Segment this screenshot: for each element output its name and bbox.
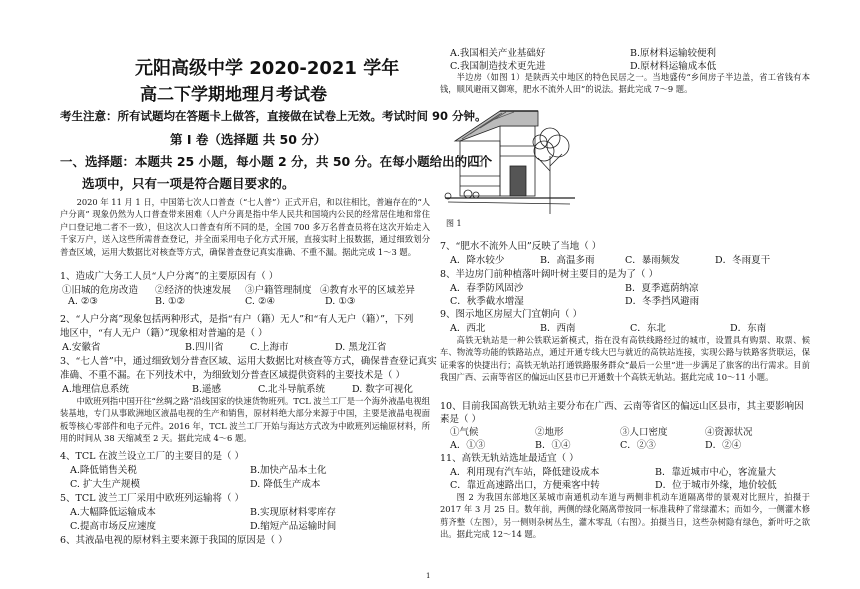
- q5-option-b: B.实现原材料零库存: [250, 507, 337, 518]
- q6-option-b: B.原材料运输较便利: [630, 48, 717, 59]
- question-2-line2: 地区中，“有人无户（籍）”现象相对普遍的是（ ）: [60, 328, 268, 339]
- q7-option-d: D．冬雨夏干: [715, 255, 771, 266]
- passage-census: 2020 年 11 月 1 日，中国第七次人口普查（“七人普”）正式开启，和以往相比，普遍存在的“人户分离” 现象仍然为人口普查带来困难（人户分离是指中华人民共和国境内公民的经常居住地和常住户口登记地二者不一致），但这次人口普查有所不同的是，全国 700 多万名普查员将在这次开始走入千家万户，送入这些所需普查登记，并全面采用电子化方式开展，直接实时上报数据，通过细致划分普查区域，运用大数据比对核查等方式，确保普查登记真实准确、不重不漏。据此完成 1～3 题。: [60, 197, 430, 257]
- q10-item-2: ②地形: [535, 427, 564, 438]
- passage-half-house: 半边房（如图 1）是陕西关中地区的特色民居之一。当地盛传“乡间房子半边盖，省工省钱有本钱，顺风避雨又御寒，肥水不流外人田”的说法。据此完成 7～9 题。: [440, 72, 810, 95]
- q11-option-c: C．靠近高速路出口，方便乘客中转: [450, 480, 600, 491]
- q10-item-4: ④资源状况: [705, 427, 753, 438]
- passage-tcl: 中欧班列指中国开往“丝绸之路”沿线国家的快速货物班列。TCL 波兰工厂是一个海外液晶电视组装基地，专门从事欧洲地区液晶电视的生产和销售，原材料绝大部分来源于中国，主要是液晶电视面板等核心零部件和电子元件。2016 年，TCL 波兰工厂开始与海达方式改为中欧班列运输原材料，所用的时间从 38 天缩减至 2 天。据此完成 4～6 题。: [60, 396, 430, 444]
- passage-green-belt: 图 2 为我国东部地区某城市南通机动车道与两侧非机动车道隔离带的景观对比照片，拍摄于 2017 年 3 月 25 日。数年前，两侧的绿化隔离带按同一标准栽种了常绿灌木；而如今，一侧灌木修剪齐整（左图），另一侧则杂树丛生，灌木零乱（右图）。拍摄当日，这些杂树隐有绿色，新叶吁之欲出。据此完成 12～14 题。: [440, 492, 810, 540]
- q1-option-a: A. ②③: [68, 296, 98, 307]
- question-2-line1: 2、“人户分离”现象包括两种形式，是指“有户（籍）无人”和“有人无户（籍）”，下列: [60, 314, 414, 325]
- question-5: 5、TCL 波兰工厂采用中欧班列运输将（ ）: [60, 493, 244, 504]
- instructions-line1: 一、选择题：本题共 25 小题，每小题 2 分，共 50 分。在每小题给出的四个: [60, 154, 493, 169]
- q1-option-c: C. ②④: [245, 296, 276, 307]
- q5-option-c: C.提高市场反应速度: [70, 521, 156, 532]
- question-11: 11、高铁无轨站选址最适宜（ ）: [440, 453, 579, 464]
- q7-option-a: A．降水较少: [450, 255, 505, 266]
- q3-option-b: B.遥感: [192, 384, 222, 395]
- passage-rail-station: 高铁无轨站是一种公铁联运新模式，指在没有高铁线路经过的城市，设置具有购票、取票、候车、物流等功能的铁路站点，通过开通专线大巴与就近的高铁站连接，实现公路与铁路客货联运，保证乘客的快捷出行；高铁无轨站打通铁路服务群众“最后一公里”进一步满足了旅客的出行需求。目前我国广西、云南等省区的偏远山区县市已开通数十个高铁无轨站。据此完成 10～11 小题。: [440, 335, 810, 383]
- q2-option-c: C.上海市: [250, 342, 289, 353]
- exam-title-line1: 元阳高级中学 2020-2021 学年: [135, 58, 400, 79]
- q10-option-d: D．②④: [705, 440, 742, 451]
- q9-option-a: A．西北: [450, 323, 486, 334]
- question-3-line2: 准确、不重不漏。在下列技术中，为细致划分普查区域提供资料的主要技术是（ ）: [60, 370, 406, 381]
- exam-notice: 考生注意：所有试题均在答题卡上做答，直接做在试卷上无效。考试时间 90 分钟。: [60, 109, 487, 123]
- question-9: 9、图示地区房屋大门宜朝向（ ）: [440, 309, 583, 320]
- half-house-illustration: [440, 96, 580, 216]
- q9-option-c: C．东北: [630, 323, 666, 334]
- q7-option-c: C．暴雨频发: [625, 255, 680, 266]
- question-4: 4、TCL 在波兰设立工厂的主要目的是（ ）: [60, 451, 244, 462]
- q10-item-3: ③人口密度: [620, 427, 668, 438]
- q4-option-b: B.加快产品本土化: [250, 465, 327, 476]
- exam-title-line2: 高二下学期地理月考试卷: [140, 85, 327, 105]
- q5-option-a: A.大幅降低运输成本: [70, 507, 156, 518]
- page-number: 1: [426, 572, 431, 580]
- question-3-line1: 3、“七人普”中，通过细致划分普查区域、运用大数据比对核查等方式，确保普查登记真实: [60, 356, 437, 367]
- q9-option-d: D．东南: [730, 323, 767, 334]
- question-1: 1、造成广大务工人员“人户分离”的主要原因有（ ）: [60, 271, 279, 282]
- q10-option-c: C．②③: [620, 440, 656, 451]
- q10-option-a: A．①③: [450, 440, 486, 451]
- q3-option-a: A.地理信息系统: [62, 384, 129, 395]
- q6-option-c: C.我国制造技术更先进: [450, 61, 546, 72]
- q9-option-b: B．西南: [540, 323, 576, 334]
- q1-item-2: ②经济的快速发展: [155, 285, 232, 296]
- q4-option-c: C. 扩大生产规模: [70, 479, 140, 490]
- q8-option-c: C．秋季截水增湿: [450, 296, 524, 307]
- q2-option-a: A.安徽省: [62, 342, 101, 353]
- q3-option-c: C.北斗导航系统: [258, 384, 325, 395]
- q10-item-1: ①气候: [450, 427, 479, 438]
- q8-option-b: B．夏季遮荫纳凉: [625, 283, 699, 294]
- q8-option-a: A．春季防风固沙: [450, 283, 524, 294]
- q4-option-d: D. 降低生产成本: [250, 479, 321, 490]
- instructions-line2: 选项中，只有一项是符合题目要求的。: [82, 176, 295, 191]
- q10-option-b: B．①④: [535, 440, 571, 451]
- question-8: 8、半边房门前种植落叶阔叶树主要目的是为了（ ）: [440, 269, 659, 280]
- part-heading: 第 I 卷（选择题 共 50 分）: [170, 132, 327, 147]
- q11-option-b: B．靠近城市中心，客流量大: [655, 467, 776, 478]
- q11-option-a: A．利用现有汽车站，降低建设成本: [450, 467, 600, 478]
- q8-option-d: D．冬季挡风避雨: [625, 296, 700, 307]
- q4-option-a: A.降低销售关税: [70, 465, 137, 476]
- question-7: 7、“肥水不流外人田”反映了当地（ ）: [440, 241, 602, 252]
- q2-option-d: D. 黑龙江省: [335, 342, 387, 353]
- q5-option-d: D.缩短产品运输时间: [250, 521, 337, 532]
- q6-option-a: A.我国相关产业基础好: [450, 48, 546, 59]
- q1-option-d: D. ①③: [325, 296, 356, 307]
- q6-option-d: D.原材料运输成本低: [630, 61, 717, 72]
- q1-item-3: ③户籍管理制度: [245, 285, 312, 296]
- q11-option-d: D．位于城市外缘，地价较低: [655, 480, 777, 491]
- q1-item-1: ①旧城的危房改造: [62, 285, 139, 296]
- q1-option-b: B. ①②: [155, 296, 186, 307]
- question-10-line2: 素是（ ）: [440, 414, 482, 425]
- q7-option-b: B．高温多雨: [540, 255, 595, 266]
- question-6: 6、其液晶电视的原材料主要来源于我国的原因是（ ）: [60, 535, 288, 546]
- figure-1-caption: 图 1: [446, 219, 462, 228]
- question-10-line1: 10、目前我国高铁无轨站主要分布在广西、云南等省区的偏远山区县市，其主要影响因: [440, 401, 804, 412]
- q2-option-b: B.四川省: [185, 342, 224, 353]
- q1-item-4: ④教育水平的区域差异: [320, 285, 416, 296]
- q3-option-d: D. 数字可视化: [352, 384, 413, 395]
